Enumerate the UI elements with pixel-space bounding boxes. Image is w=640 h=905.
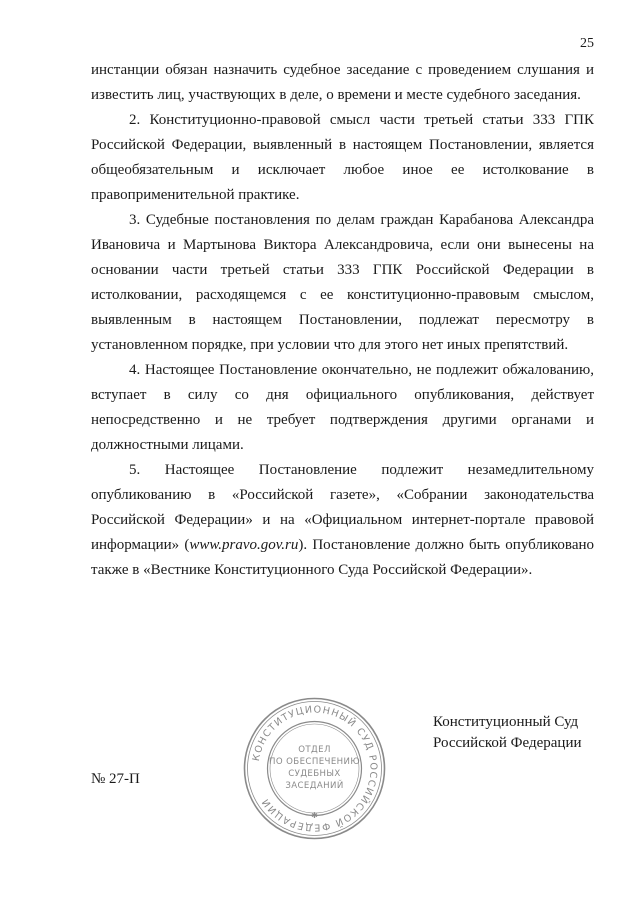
stamp-center-line-1: ОТДЕЛ [298,745,331,755]
paragraph-3: 3. Судебные постановления по делам граждан Карабанова Александра Ивановича и Мартынова Виктора Александровича, если они вынесены на основании части третьей статьи 333 ГПК Российской Федерации в истолковании, расходящемся с ее конституционно-правовым смыслом, выявленным в настоящем Постановлении, подлежат пересмотру в установленном порядке, при условии что для этого нет иных препятствий. [91,212,594,353]
court-stamp [242,696,387,841]
paragraph-5-text-after: ). Постановление должно быть опубликовано также в «Вестнике Конституционного Суда Российской Федерации». [91,537,595,578]
signature-line-1: Конституционный Суд [433,714,579,730]
stamp-center-line-2: ПО ОБЕСПЕЧЕНИЮ [268,757,361,767]
document-number: № 27-П [91,771,140,787]
paragraph-5 [91,458,594,583]
svg-text:✱: ✱ [311,811,318,820]
signature-line-2: Российской Федерации [433,735,582,751]
stamp-center-line-3: СУДЕБНЫХ [288,769,341,779]
signature-block [433,712,582,754]
stamp-center-line-4: ЗАСЕДАНИЙ [285,781,344,791]
document-body [91,58,594,583]
pravo-gov-link: www.pravo.gov.ru [189,537,299,553]
stamp-ring-text: КОНСТИТУЦИОННЫЙ СУД РОССИЙСКОЙ ФЕДЕРАЦИИ [250,704,379,833]
paragraph-5-text-before: 5. Настоящее Постановление подлежит незамедлительному опубликованию в «Российской газете», «Собрании законодательства Российской Федерации» и на «Официальном интернет-портале правовой информации» ( [91,462,594,553]
page-number: 25 [580,36,594,51]
paragraph-continuation: инстанции обязан назначить судебное заседание с проведением слушания и известить лиц, участвующих в деле, о времени и месте судебного заседания. [91,62,594,103]
stamp-seal [242,696,387,841]
paragraph-2: 2. Конституционно-правовой смысл части третьей статьи 333 ГПК Российской Федерации, выявленный в настоящем Постановлении, является общеобязательным и исключает любое иное ее истолкование в правоприменительной практике. [91,112,594,203]
paragraph-4: 4. Настоящее Постановление окончательно, не подлежит обжалованию, вступает в силу со дня официального опубликования, действует непосредственно и не требует подтверждения другими органами и должностными лицами. [91,362,594,453]
